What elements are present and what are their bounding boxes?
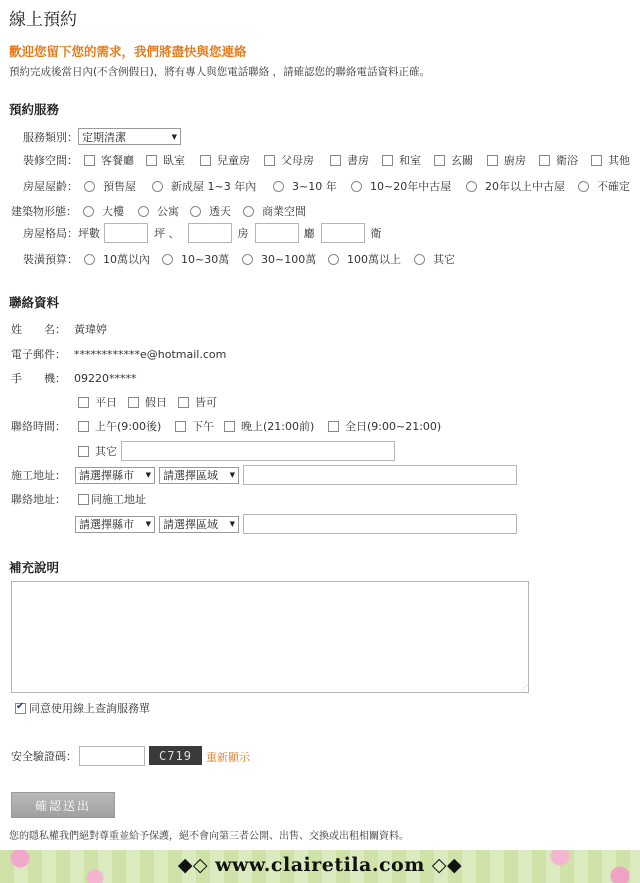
phone-label: 手 機： (11, 372, 66, 385)
checkbox[interactable] (591, 155, 602, 166)
area-input[interactable] (104, 223, 148, 243)
time-option-morning[interactable]: 上午(9:00後) (78, 418, 175, 434)
budget-option-2[interactable]: 10~30萬 (162, 251, 242, 267)
email-label: 電子郵件： (11, 348, 66, 361)
page-title: 線上預約 (9, 10, 77, 30)
site-address-input[interactable] (243, 465, 517, 485)
radio[interactable] (162, 254, 173, 265)
name-label: 姓 名： (11, 323, 66, 336)
radio[interactable] (578, 181, 589, 192)
radio[interactable] (190, 206, 201, 217)
chevron-down-icon: ▼ (145, 471, 151, 479)
living-rooms-unit: 廳 (303, 227, 315, 240)
time-option-evening[interactable]: 晚上(21:00前) (224, 418, 328, 434)
radio[interactable] (84, 254, 95, 265)
chevron-down-icon: ▼ (229, 520, 235, 528)
layout-label: 房屋格局： (23, 227, 78, 240)
day-option-any[interactable]: 皆可 (178, 394, 217, 410)
building-type-label: 建築物形態： (11, 205, 77, 218)
mail-address-label: 聯絡地址： (11, 493, 66, 506)
rooms-input[interactable] (188, 223, 232, 243)
checkbox[interactable] (78, 494, 89, 505)
welcome-message: 歡迎您留下您的需求，我們將盡快與您連絡 (9, 44, 247, 59)
day-option-weekday[interactable]: 平日 (78, 394, 128, 410)
age-option-1[interactable]: 預售屋 (84, 178, 152, 194)
age-option-6[interactable]: 不確定 (578, 178, 630, 194)
booking-note: 預約完成後當日內(不含例假日)，將有專人與您電話聯絡 ，請確認您的聯絡電話資料正確。 (9, 66, 431, 78)
age-option-4[interactable]: 10~20年中古屋 (351, 178, 466, 194)
site-address-label: 施工地址： (11, 469, 66, 482)
privacy-notice: 您的隱私權我們絕對尊重並給予保護，絕不會向第三者公開、出售、交換或出租相關資料。 (9, 831, 409, 842)
checkbox[interactable] (178, 397, 189, 408)
site-city-select[interactable]: 請選擇縣市 ▼ (75, 467, 155, 484)
radio[interactable] (328, 254, 339, 265)
same-address-option[interactable]: 同施工地址 (78, 491, 146, 507)
checkbox[interactable] (264, 155, 275, 166)
radio[interactable] (466, 181, 477, 192)
submit-button[interactable]: 確認送出 (11, 792, 115, 818)
space-option-5[interactable]: 書房 (330, 152, 382, 168)
radio[interactable] (138, 206, 149, 217)
extra-section-heading: 補充說明 (9, 560, 60, 575)
bathrooms-input[interactable] (321, 223, 365, 243)
checkbox[interactable] (330, 155, 341, 166)
phone-value: 09220***** (74, 371, 137, 385)
site-district-select[interactable]: 請選擇區域 ▼ (159, 467, 239, 484)
other-time-input[interactable] (121, 441, 395, 461)
living-rooms-input[interactable] (255, 223, 299, 243)
building-type-option-4[interactable]: 商業空間 (243, 203, 306, 219)
contact-time-label: 聯絡時間： (11, 420, 66, 433)
time-option-other[interactable]: 其它 (78, 443, 117, 459)
resize-handle-icon[interactable]: ⋰ (521, 684, 528, 692)
service-category-label: 服務類別： (23, 130, 78, 144)
space-option-7[interactable]: 玄關 (434, 152, 487, 168)
age-option-3[interactable]: 3~10 年 (273, 178, 351, 194)
space-option-2[interactable]: 臥室 (146, 152, 200, 168)
radio[interactable] (273, 181, 284, 192)
rooms-unit: 房 (237, 227, 249, 240)
remarks-textarea[interactable] (11, 581, 529, 693)
space-option-8[interactable]: 廚房 (487, 152, 539, 168)
age-option-5[interactable]: 20年以上中古屋 (466, 178, 578, 194)
budget-option-4[interactable]: 100萬以上 (328, 251, 414, 267)
area-unit: 坪 、 (154, 227, 180, 240)
chevron-down-icon: ▼ (145, 520, 151, 528)
footer-site-text: ◆◇ www.clairetila.com ◇◆ (177, 854, 463, 876)
service-category-value: 定期清潔 (82, 130, 126, 144)
checkbox[interactable] (84, 155, 95, 166)
checkbox[interactable] (200, 155, 211, 166)
service-category-select[interactable] (78, 128, 181, 145)
checkbox[interactable] (128, 397, 139, 408)
checkbox[interactable] (539, 155, 550, 166)
mail-district-select[interactable]: 請選擇區域 ▼ (159, 516, 239, 533)
budget-option-5[interactable]: 其它 (414, 251, 455, 267)
age-option-2[interactable]: 新成屋 1~3 年內 (152, 178, 273, 194)
checkbox[interactable] (78, 421, 89, 432)
space-label: 裝修空間： (23, 154, 78, 167)
time-option-allday[interactable]: 全日(9:00~21:00) (328, 418, 441, 434)
space-option-6[interactable]: 和室 (382, 152, 434, 168)
radio[interactable] (84, 181, 95, 192)
email-value: ************e@hotmail.com (74, 347, 227, 361)
chevron-down-icon: ▼ (229, 471, 235, 479)
checkbox[interactable] (224, 421, 235, 432)
space-option-4[interactable]: 父母房 (264, 152, 330, 168)
radio[interactable] (351, 181, 362, 192)
checkbox[interactable] (78, 397, 89, 408)
checkbox[interactable] (487, 155, 498, 166)
checkbox[interactable] (434, 155, 445, 166)
name-value: 黃瑋婷 (74, 323, 107, 336)
space-option-1[interactable]: 客餐廳 (84, 152, 146, 168)
building-type-option-2[interactable]: 公寓 (138, 203, 190, 219)
day-option-holiday[interactable]: 假日 (128, 394, 178, 410)
checkbox[interactable] (78, 446, 89, 457)
time-option-afternoon[interactable]: 下午 (175, 418, 224, 434)
checkbox[interactable] (328, 421, 339, 432)
layout-area-prefix: 坪數 (78, 227, 100, 240)
radio[interactable] (83, 206, 94, 217)
space-option-3[interactable]: 兒童房 (200, 152, 264, 168)
mail-city-select[interactable]: 請選擇縣市 ▼ (75, 516, 155, 533)
chevron-down-icon: ▼ (171, 132, 177, 141)
radio[interactable] (242, 254, 253, 265)
service-section-heading: 預約服務 (9, 102, 60, 117)
budget-option-3[interactable]: 30~100萬 (242, 251, 328, 267)
captcha-label: 安全驗證碼： (11, 750, 77, 763)
building-type-option-3[interactable]: 透天 (190, 203, 243, 219)
footer-banner (0, 850, 640, 883)
building-type-option-1[interactable]: 大樓 (83, 203, 138, 219)
space-option-10[interactable]: 其他 (591, 152, 630, 168)
radio[interactable] (414, 254, 425, 265)
radio[interactable] (243, 206, 254, 217)
age-label: 房屋屋齡： (23, 180, 78, 193)
checkbox[interactable] (382, 155, 393, 166)
captcha-image: C719 (149, 746, 202, 765)
bathrooms-unit: 衛 (370, 227, 382, 240)
refresh-captcha-link[interactable]: 重新顯示 (206, 751, 250, 764)
space-option-9[interactable]: 衛浴 (539, 152, 591, 168)
contact-section-heading: 聯絡資料 (9, 295, 60, 310)
checkbox[interactable] (146, 155, 157, 166)
checkbox[interactable] (175, 421, 186, 432)
mail-address-input[interactable] (243, 514, 517, 534)
budget-option-1[interactable]: 10萬以內 (84, 251, 162, 267)
agree-label: 同意使用線上查詢服務單 (29, 702, 150, 715)
radio[interactable] (152, 181, 163, 192)
agree-checkbox[interactable] (15, 703, 26, 714)
budget-label: 裝潢預算： (23, 253, 78, 266)
captcha-input[interactable] (79, 746, 145, 766)
